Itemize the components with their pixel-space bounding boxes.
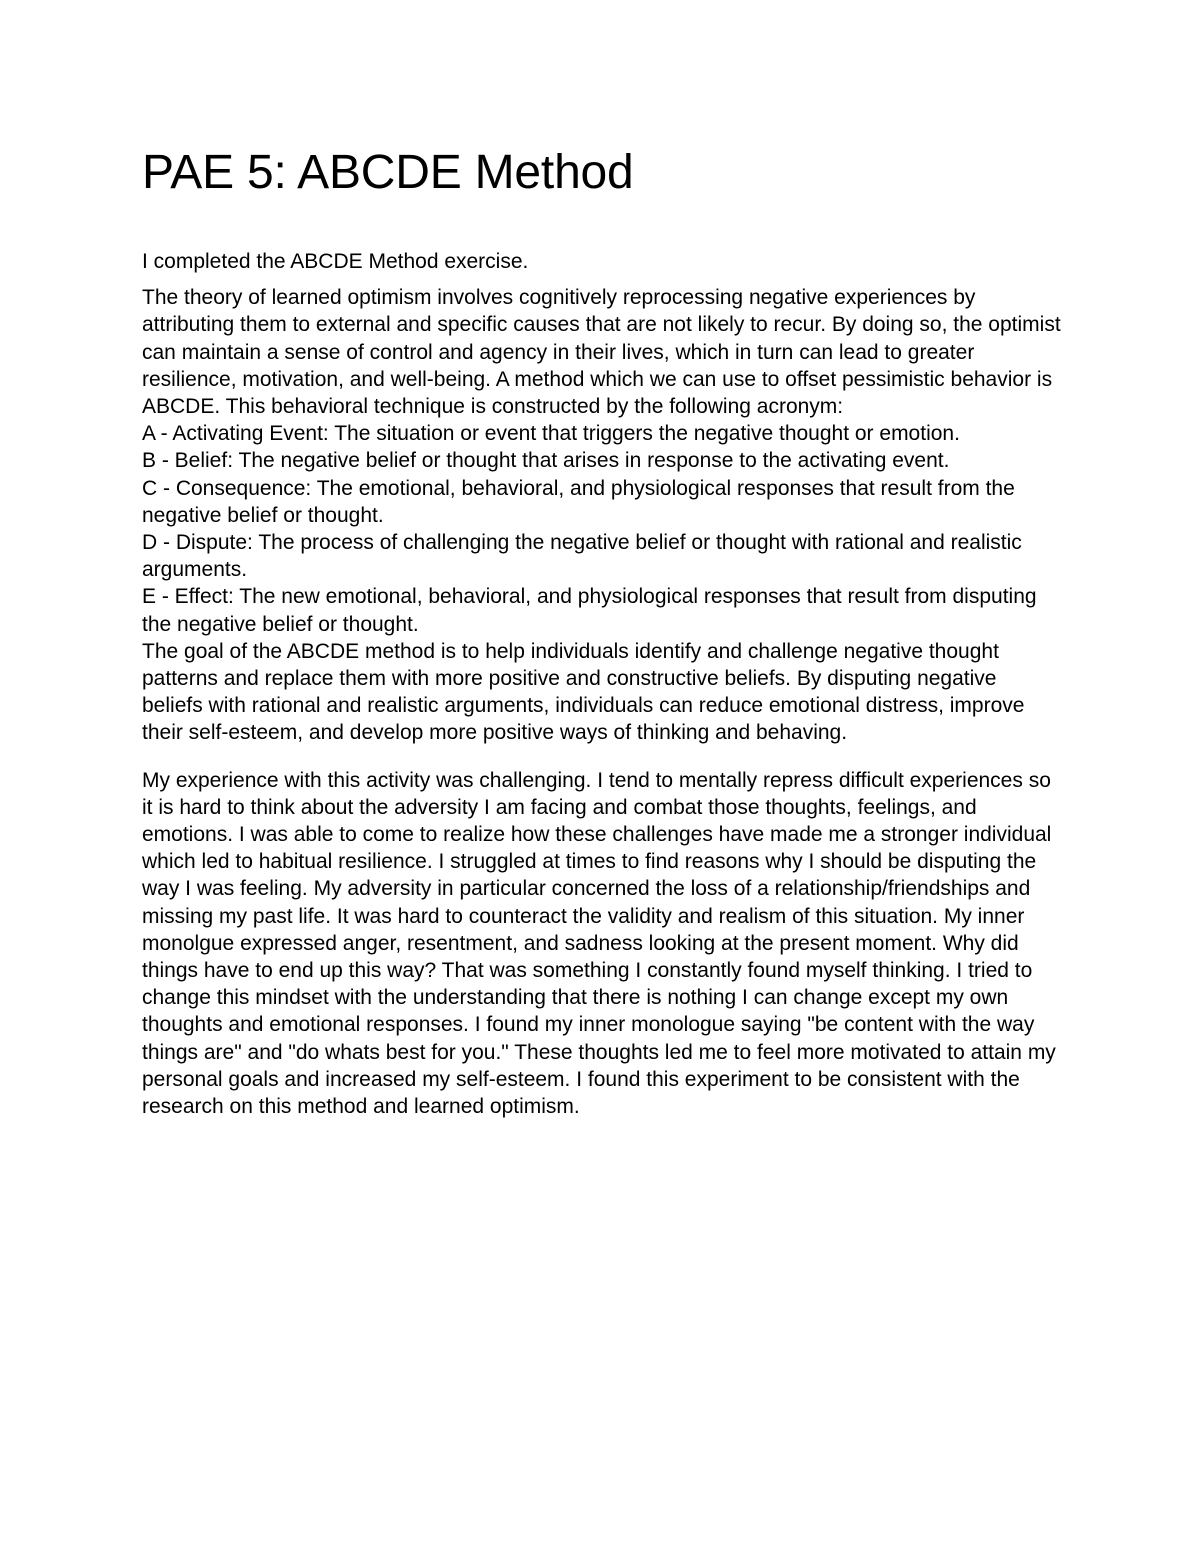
document-title: PAE 5: ABCDE Method (142, 146, 634, 199)
theory-section (142, 284, 1062, 746)
acronym-item-c: C - Consequence: The emotional, behavioral, and physiological responses that result from the negative belief or thought. (142, 476, 1015, 527)
intro-paragraph: I completed the ABCDE Method exercise. (142, 250, 529, 273)
document-page (142, 140, 1062, 1120)
experience-paragraph: My experience with this activity was challenging. I tend to mentally repress difficult experiences so it is hard to think about the adversity I am facing and combat those thoughts, feelings, and emotions. I was able to come to realize how these challenges have made me a stronger individual which led to habitual resilience. I struggled at times to find reasons why I should be disputing the way I was feeling. My adversity in particular concerned the loss of a relationship/friendships and missing my past life. It was hard to counteract the validity and realism of this situation. My inner monolgue expressed anger, resentment, and sadness looking at the present moment. Why did things have to end up this way? That was something I constantly found myself thinking. I tried to change this mindset with the understanding that there is nothing I can change except my own thoughts and emotional responses. I found my inner monologue saying "be content with the way things are" and "do whats best for you." These thoughts led me to feel more motivated to attain my personal goals and increased my self-esteem. I found this experiment to be consistent with the research on this method and learned optimism. (142, 768, 1056, 1119)
acronym-item-e: E - Effect: The new emotional, behavioral, and physiological responses that result from disputing the negative belief or thought. (142, 585, 1037, 636)
acronym-item-d: D - Dispute: The process of challenging the negative belief or thought with rational and realistic arguments. (142, 531, 1022, 582)
acronym-item-b: B - Belief: The negative belief or thought that arises in response to the activating event. (142, 449, 950, 473)
acronym-item-a: A - Activating Event: The situation or event that triggers the negative thought or emotion. (142, 422, 960, 446)
goal-paragraph: The goal of the ABCDE method is to help individuals identify and challenge negative thought patterns and replace them with more positive and constructive beliefs. By disputing negative beliefs with rational and realistic arguments, individuals can reduce emotional distress, improve their self-esteem, and develop more positive ways of thinking and behaving. (142, 639, 1025, 745)
theory-paragraph: The theory of learned optimism involves cognitively reprocessing negative experiences by attributing them to external and specific causes that are not likely to recur. By doing so, the optimist can maintain a sense of control and agency in their lives, which in turn can lead to greater resilience, motivation, and well-being. A method which we can use to offset pessimistic behavior is ABCDE. This behavioral technique is constructed by the following acronym: (142, 286, 1061, 419)
